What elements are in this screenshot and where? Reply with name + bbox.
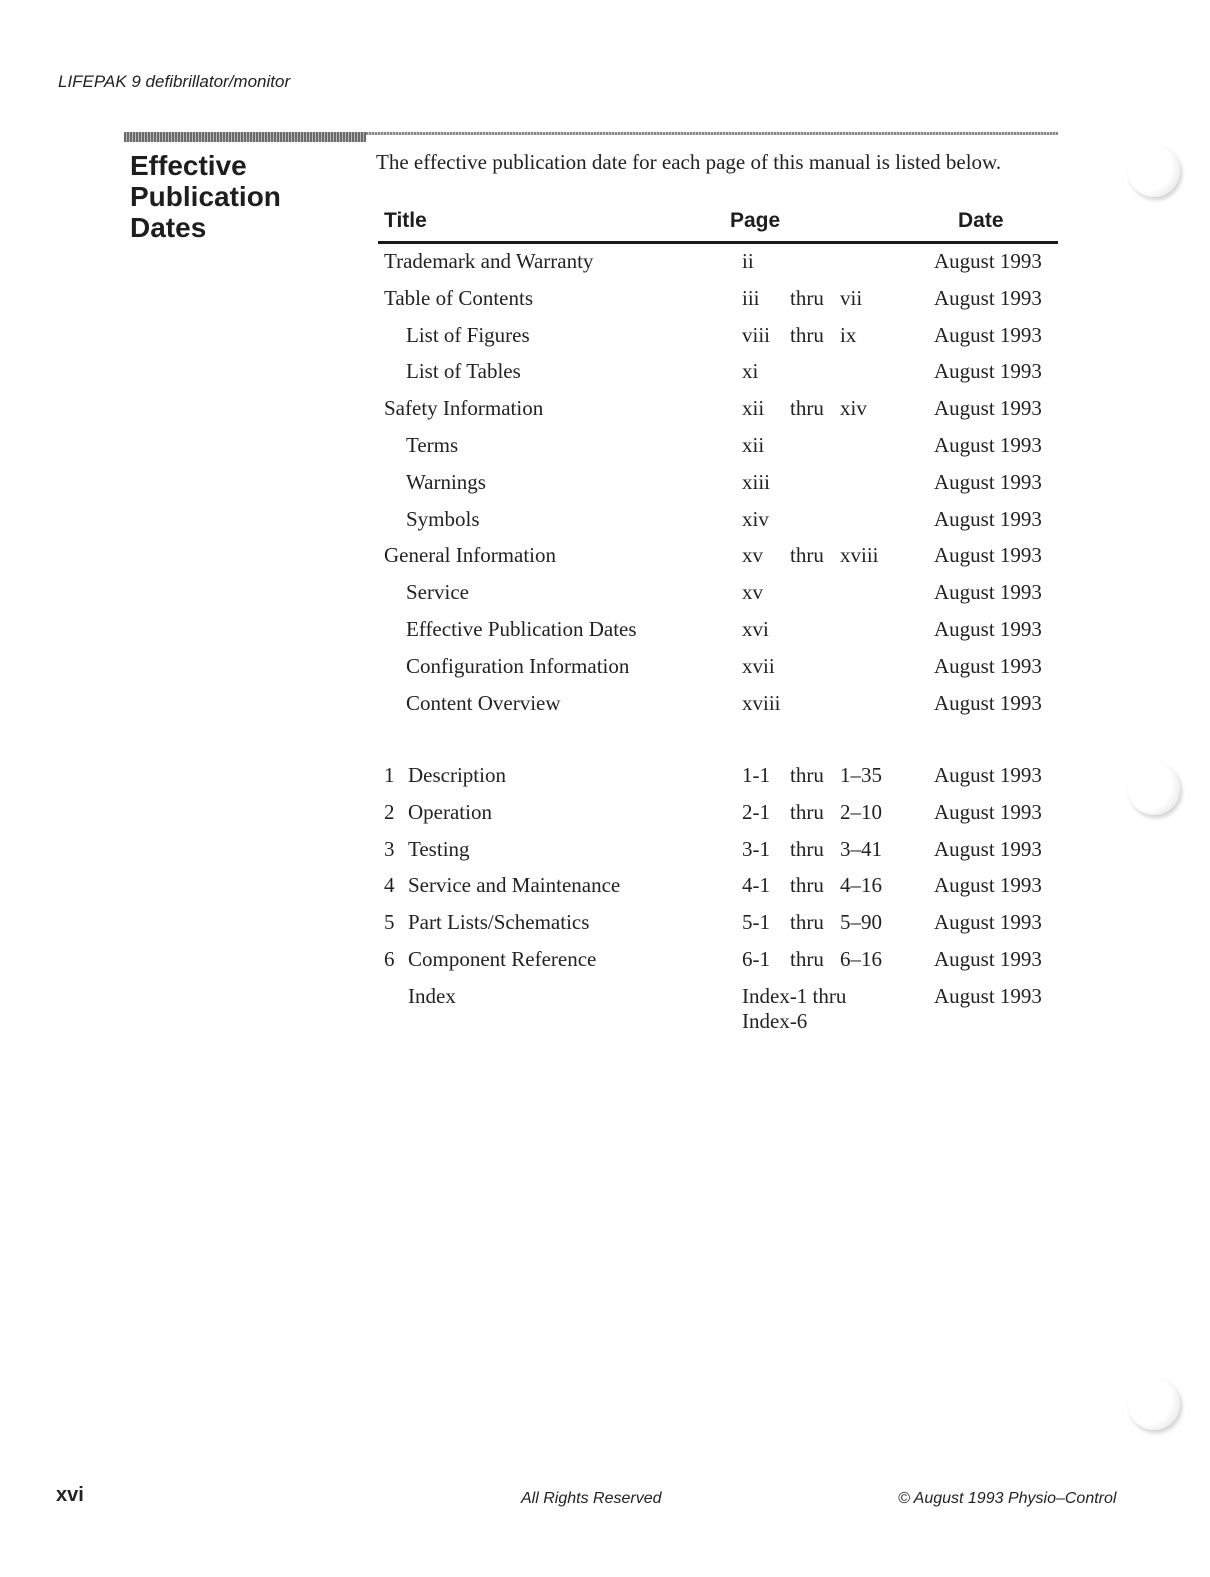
table-row [0, 617, 1210, 651]
section-rule [366, 132, 1058, 135]
row-title: Trademark and Warranty [384, 249, 594, 273]
table-row [0, 763, 1210, 797]
row-date: August 1993 [934, 836, 1042, 861]
row-date: August 1993 [934, 433, 1042, 457]
row-title: List of Figures [406, 322, 530, 347]
row-title: Part Lists/Schematics [408, 910, 590, 935]
row-title: General Information [384, 543, 557, 568]
row-page-thru: thru [790, 543, 824, 568]
table-row [0, 543, 1210, 577]
table-row [0, 433, 1210, 467]
row-page-start: 6-1 [742, 947, 770, 971]
chapter-number: 6 [384, 947, 395, 971]
row-date: August 1993 [934, 873, 1042, 898]
table-row [0, 580, 1210, 614]
row-title: Component Reference [408, 947, 597, 971]
chapter-number: 2 [384, 799, 395, 824]
row-title: Content Overview [406, 690, 561, 715]
column-header-title: Title [384, 209, 427, 232]
running-head: LIFEPAK 9 defibrillator/monitor [58, 72, 291, 91]
page-number: xvi [56, 1484, 84, 1506]
row-date: August 1993 [934, 690, 1042, 715]
header-rule [378, 241, 1058, 244]
row-date: August 1993 [934, 910, 1042, 935]
row-date: August 1993 [934, 285, 1042, 310]
section-rule-shaded [124, 132, 366, 142]
punch-hole [1128, 763, 1180, 815]
row-title: Description [408, 763, 506, 787]
row-title: Effective Publication Dates [406, 617, 637, 641]
row-date: August 1993 [934, 543, 1042, 568]
row-page-start: xiv [742, 506, 769, 531]
row-title: Service and Maintenance [408, 873, 621, 898]
row-page-thru: thru [790, 396, 824, 421]
section-heading-line-3: Dates [130, 212, 207, 243]
row-date: August 1993 [934, 763, 1042, 787]
row-page-end: 4–16 [840, 873, 882, 898]
rights-notice: All Rights Reserved [521, 1490, 662, 1507]
row-page-start: 1-1 [742, 763, 770, 787]
table-row [0, 507, 1210, 541]
row-date: August 1993 [934, 322, 1042, 347]
row-title: Service [406, 580, 469, 605]
row-date: August 1993 [934, 983, 1042, 1008]
table-row [0, 323, 1210, 357]
table-row [0, 910, 1210, 944]
row-title: List of Tables [406, 359, 521, 384]
table-row [0, 691, 1210, 725]
row-date: August 1993 [934, 580, 1042, 605]
row-page-start: xii [742, 396, 765, 421]
row-page-thru: thru [790, 910, 824, 935]
row-title: Configuration Information [406, 653, 630, 678]
chapter-number: 5 [384, 910, 395, 935]
column-header-page: Page [730, 209, 781, 232]
row-page-end: xviii [840, 543, 879, 568]
row-page-thru: thru [790, 836, 824, 861]
copyright-notice: © August 1993 Physio–Control [898, 1490, 1117, 1507]
row-page-start: 2-1 [742, 799, 770, 824]
section-heading-line-1: Effective [130, 150, 247, 181]
punch-hole [1128, 1378, 1180, 1430]
row-date: August 1993 [934, 249, 1042, 273]
row-page-start: xviii [742, 690, 781, 715]
row-page-end: xiv [840, 396, 867, 421]
row-page-thru: thru [790, 947, 824, 971]
table-row [0, 654, 1210, 688]
row-page-start: ii [742, 249, 754, 273]
row-page-end: 3–41 [840, 836, 882, 861]
row-page-thru: thru [790, 873, 824, 898]
row-page-thru: thru [790, 763, 824, 787]
row-title: Warnings [406, 469, 486, 494]
section-heading-line-2: Publication [130, 181, 281, 212]
row-page-end: 1–35 [840, 763, 882, 787]
row-page-end: 6–16 [840, 947, 882, 971]
row-page-start: viii [742, 322, 771, 347]
row-page-start: xv [742, 543, 763, 568]
row-page-thru: thru [790, 322, 824, 347]
row-date: August 1993 [934, 469, 1042, 494]
row-page-end: vii [840, 285, 863, 310]
row-page-start: xvii [742, 653, 775, 678]
row-date: August 1993 [934, 617, 1042, 641]
table-row [0, 249, 1210, 283]
row-page-start: 4-1 [742, 873, 770, 898]
index-page-range-line-2: Index-6 [742, 1008, 808, 1033]
row-page-thru: thru [790, 285, 824, 310]
chapter-number: 3 [384, 836, 395, 861]
table-row [0, 359, 1210, 393]
row-page-start: 3-1 [742, 836, 770, 861]
row-page-start: xi [742, 359, 759, 384]
intro-text: The effective publication date for each page of this manual is listed below. [376, 150, 1002, 174]
row-date: August 1993 [934, 396, 1042, 421]
column-header-date: Date [958, 209, 1004, 232]
chapter-number: 1 [384, 763, 395, 787]
row-title: Table of Contents [384, 285, 533, 310]
row-title: Terms [406, 433, 459, 457]
punch-hole [1128, 145, 1180, 197]
table-row-index [0, 984, 1210, 1018]
row-title: Safety Information [384, 396, 544, 421]
table-row [0, 947, 1210, 981]
row-date: August 1993 [934, 799, 1042, 824]
row-date: August 1993 [934, 653, 1042, 678]
row-title: Index [408, 983, 456, 1008]
row-date: August 1993 [934, 359, 1042, 384]
row-title: Operation [408, 799, 492, 824]
row-page-end: 2–10 [840, 799, 882, 824]
chapter-number: 4 [384, 873, 395, 898]
row-page-start: xv [742, 580, 763, 605]
row-date: August 1993 [934, 506, 1042, 531]
row-page-start: xvi [742, 617, 769, 641]
row-title: Testing [408, 836, 470, 861]
row-title: Symbols [406, 506, 480, 531]
row-page-start: xii [742, 433, 765, 457]
table-row [0, 286, 1210, 320]
row-page-end: 5–90 [840, 910, 882, 935]
row-page-start: xiii [742, 469, 771, 494]
index-page-range-line-1: Index-1 thru [742, 983, 847, 1008]
row-page-end: ix [840, 322, 857, 347]
table-row [0, 837, 1210, 871]
table-row [0, 396, 1210, 430]
section-heading [130, 150, 330, 243]
row-page-thru: thru [790, 799, 824, 824]
row-page-start: iii [742, 285, 760, 310]
row-page-start: 5-1 [742, 910, 770, 935]
table-row [0, 470, 1210, 504]
row-date: August 1993 [934, 947, 1042, 971]
table-row [0, 800, 1210, 834]
table-row [0, 873, 1210, 907]
